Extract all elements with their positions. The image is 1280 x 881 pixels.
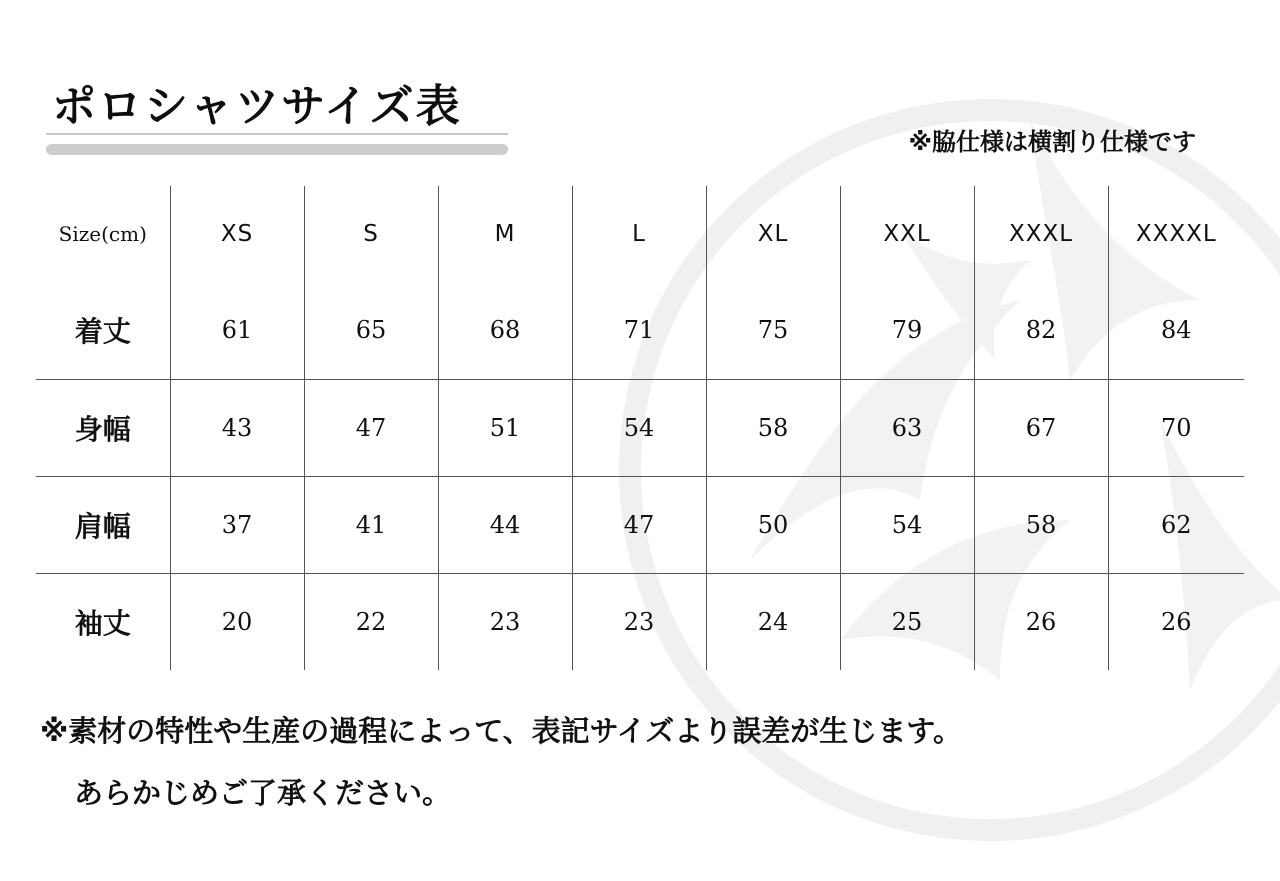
table-cell: 37 (170, 476, 304, 573)
page-title: ポロシャツサイズ表 (52, 81, 462, 132)
table-cell: 43 (170, 379, 304, 476)
table-cell: 62 (1108, 476, 1244, 573)
table-cell: 47 (572, 476, 706, 573)
table-cell: 41 (304, 476, 438, 573)
table-cell: 54 (572, 379, 706, 476)
table-row (36, 282, 1244, 379)
notice-line-2: あらかじめご了承ください。 (74, 776, 452, 810)
table-row (36, 573, 1244, 670)
table-row (36, 379, 1244, 476)
size-header-cell: XXL (840, 186, 974, 282)
table-cell: 71 (572, 282, 706, 379)
row-label: 肩幅 (36, 476, 170, 573)
table-cell: 79 (840, 282, 974, 379)
size-header-cell: M (438, 186, 572, 282)
table-row (36, 476, 1244, 573)
table-cell: 24 (706, 573, 840, 670)
table-cell: 20 (170, 573, 304, 670)
title-underline-thin (46, 133, 508, 135)
row-label: 着丈 (36, 282, 170, 379)
table-cell: 68 (438, 282, 572, 379)
table-cell: 44 (438, 476, 572, 573)
table-cell: 51 (438, 379, 572, 476)
row-label: 袖丈 (74, 606, 131, 640)
size-header-row (36, 186, 1244, 282)
table-cell: 26 (974, 573, 1108, 670)
size-header-cell: L (572, 186, 706, 282)
size-header-cell: XS (170, 186, 304, 282)
table-cell: 26 (1108, 573, 1244, 670)
table-cell: 23 (572, 573, 706, 670)
table-cell: 58 (706, 379, 840, 476)
size-header-cell: S (304, 186, 438, 282)
table-cell: 22 (304, 573, 438, 670)
notice-line-1: ※素材の特性や生産の過程によって、表記サイズより誤差が生じます。 (40, 714, 962, 748)
table-cell: 70 (1108, 379, 1244, 476)
size-tolerance-notice (40, 700, 962, 824)
table-cell: 63 (840, 379, 974, 476)
row-label: 身幅 (36, 379, 170, 476)
table-cell: 50 (706, 476, 840, 573)
corner-header: Size(cm) (58, 222, 147, 246)
table-cell: 58 (974, 476, 1108, 573)
table-cell: 25 (840, 573, 974, 670)
size-header-cell: XXXXL (1108, 186, 1244, 282)
size-header-cell: XXXL (974, 186, 1108, 282)
table-cell: 54 (840, 476, 974, 573)
table-cell: 61 (170, 282, 304, 379)
size-chart-table (36, 186, 1244, 670)
title-underline-bar (46, 144, 508, 155)
size-header-cell: XL (706, 186, 840, 282)
table-cell: 67 (974, 379, 1108, 476)
table-cell: 65 (304, 282, 438, 379)
table-cell: 23 (438, 573, 572, 670)
table-cell: 84 (1108, 282, 1244, 379)
table-cell: 47 (304, 379, 438, 476)
table-cell: 75 (706, 282, 840, 379)
side-seam-note: ※脇仕様は横割り仕様です (908, 128, 1196, 156)
table-cell: 82 (974, 282, 1108, 379)
